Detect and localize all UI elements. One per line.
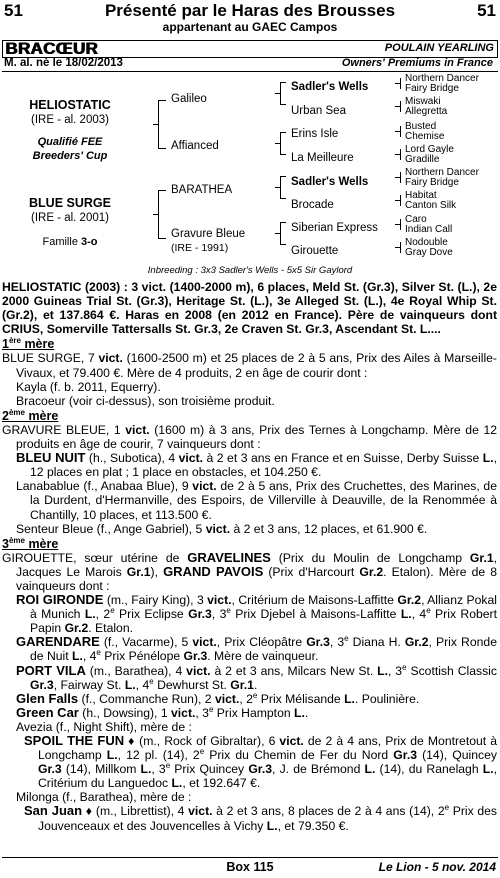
- txt: L.: [344, 691, 355, 706]
- first-dam-produce-2: Bracoeur (voir ci-dessus), son troisième produit.: [16, 393, 275, 408]
- dam-origin: (IRE - al. 2001): [31, 212, 109, 224]
- txt: .: [253, 677, 258, 692]
- family-label: Famille: [42, 236, 81, 248]
- txt: Scottish Classic: [406, 663, 497, 678]
- horse-name-bar: [2, 40, 498, 58]
- txt: Gr.1: [230, 677, 254, 692]
- txt: vict.: [125, 422, 150, 437]
- diamond-icon: ♦: [82, 804, 93, 819]
- produce-senteur-bleue: [2, 522, 497, 536]
- txt: (f., Commanche Run), 2: [78, 691, 215, 706]
- gen3-4: La Meilleure: [291, 152, 354, 164]
- txt: Prix des Jouvenceaux et des Jouvencelles à Vichy: [38, 804, 498, 833]
- gen3-3: Erins Isle: [291, 128, 339, 140]
- bracket-line: [395, 177, 400, 178]
- txt: Gr.1: [126, 564, 151, 579]
- txt: , 12 places en plat ; 1 place en obstacles, et 104.250 €.: [30, 451, 497, 480]
- dam-name: BLUE SURGE: [29, 196, 111, 210]
- gen2-dam-dam: Gravure Bleue: [171, 228, 246, 240]
- family-text: [2, 280, 497, 833]
- produce-spoil-the-fun: [2, 734, 497, 790]
- txt: à 2 et 3 ans, 12 places, et 61.900 €.: [230, 521, 428, 536]
- gen4-14: Indian Call: [405, 224, 453, 235]
- txt: Gr.3: [393, 748, 417, 763]
- txt: PORT VILA: [16, 662, 86, 678]
- txt: L.: [124, 677, 136, 692]
- gen4-13: Caro: [405, 214, 427, 225]
- txt: Prix Djebel à Maisons-Laffitte: [230, 607, 401, 622]
- txt: BLUE SURGE, 7: [2, 351, 99, 366]
- txt: , 3: [151, 762, 166, 777]
- bracket-line: [395, 83, 400, 84]
- sire-note-2: Breeders' Cup: [32, 150, 108, 162]
- txt: Prix Mélisande: [257, 691, 345, 706]
- produce-garendare: [2, 635, 497, 663]
- bracket-line: [400, 101, 401, 112]
- txt: Prix du Chemin de Fer du Nord: [204, 748, 394, 763]
- txt: L.: [106, 748, 118, 763]
- txt: (14), Quincey: [417, 748, 497, 763]
- txt: vict.: [188, 804, 213, 819]
- produce-san-juan: [2, 804, 497, 832]
- txt: GRAVURE BLEUE, 1: [2, 422, 126, 437]
- txt: (f., Vacarme), 5: [99, 635, 193, 650]
- gen4-4: Allegretta: [405, 106, 448, 117]
- txt: (m., Fairy King), 3: [103, 593, 208, 608]
- first-dam-paragraph: [2, 351, 497, 379]
- sire-paragraph: HELIOSTATIC (2003) : 3 vict. (1400-2000 m), 6 places, Meld St. (Gr.3), Silver St. (L.), 2e 2000 Guineas Trial St. (Gr.3), Heritage St. (L.), 3e Alleged St. (L.), 4e Royal Whip St. (Gr.2), et 137.864 €. Haras en 2008 (en 2012 en France). Père de vainqueurs dont CRIUS, Somerville Tattersalls St. Gr.3, 2e Craven St. Gr.3, Ascendant St. L....: [2, 280, 497, 337]
- bracket-line: [280, 82, 286, 83]
- txt: vict.: [98, 351, 123, 366]
- txt: L.: [482, 451, 494, 466]
- txt: (Prix du Moulin de Longchamp: [270, 550, 470, 565]
- txt: e: [199, 747, 205, 757]
- inbreeding-note: Inbreeding : 3x3 Sadler's Wells - 5x5 Sir Gaylord: [147, 265, 353, 276]
- txt: de 2 à 5 ans, Prix des Cruchettes, des Marines, de la Durdent, d'Hermanville, des Espoirs, de Villerville à Deauville, de la Renommée à Chantilly, 10 places, et 113.500 €.: [30, 479, 497, 522]
- txt: vict.: [279, 734, 304, 748]
- txt: e: [96, 648, 101, 658]
- txt: GRAVELINES: [187, 549, 271, 565]
- bracket-line: [158, 238, 166, 239]
- txt: Senteur Bleue (f., Ange Gabriel), 5: [16, 521, 206, 536]
- bracket-line: [395, 154, 400, 155]
- txt: (Prix d'Harcourt: [263, 564, 360, 579]
- txt: Gr.2: [64, 621, 89, 636]
- gen4-11: Habitat: [405, 190, 437, 201]
- txt: . Etalon). Mère de 8 vainqueurs dont :: [16, 564, 497, 593]
- gen2-dam-dam-origin: (IRE - 1991): [171, 242, 229, 254]
- txt: (1600-2500 m) et 25 places de 2 à 5 ans, Prix des Ailes à Marseille-Vivaux, et 79.400 €. Mère de 4 produits, 2 en âge de courir dont :: [16, 351, 497, 380]
- gen2-sire-dam: Affianced: [171, 140, 219, 152]
- sire-name: HELIOSTATIC: [29, 98, 111, 112]
- bracket-line: [158, 100, 159, 148]
- diamond-icon: ♦: [124, 734, 136, 748]
- horse-name: BRACŒUR: [5, 39, 98, 58]
- bracket-line: [158, 100, 166, 101]
- txt: , 3: [388, 663, 403, 678]
- first-dam-heading: 1ère mère: [2, 336, 55, 352]
- txt: Gr.3: [183, 649, 208, 664]
- txt: vict.: [207, 593, 232, 608]
- bracket-line: [280, 104, 286, 105]
- txt: (1600 m) à 3 ans, Prix des Ternes à Longchamp. Mère de 12 produits en âge de courir, 7 vainqueurs dont :: [16, 422, 497, 452]
- gen4-5: Busted: [405, 121, 437, 132]
- txt: Gr.3: [188, 607, 212, 622]
- gen4-9: Northern Dancer: [405, 167, 479, 178]
- txt: L.: [84, 607, 96, 622]
- bracket-line: [280, 82, 281, 104]
- txt: e: [165, 761, 171, 771]
- txt: (14), Millkom: [61, 762, 141, 777]
- txt: Prix Hampton: [213, 705, 295, 720]
- txt: vict.: [192, 479, 217, 494]
- produce-avezia: Avezia (f., Night Shift), mère de :: [16, 719, 192, 734]
- bracket-line: [395, 200, 400, 201]
- txt: , 3: [195, 705, 209, 720]
- txt: L.: [482, 762, 494, 777]
- txt: Gr.1: [469, 550, 494, 565]
- txt: L.: [377, 663, 388, 678]
- txt: e: [252, 690, 258, 700]
- third-dam-paragraph: [2, 551, 497, 593]
- presenter-title: Présenté par le Haras des Brousses: [104, 1, 396, 20]
- txt: GARENDARE: [16, 634, 100, 650]
- bracket-line: [275, 93, 280, 94]
- bracket-line: [400, 219, 401, 230]
- txt: (m., Librettist), 4: [92, 804, 189, 819]
- gen4-12: Canton Silk: [405, 200, 457, 211]
- txt: L.: [266, 818, 278, 833]
- gen3-5: Sadler's Wells: [291, 176, 369, 188]
- txt: SPOIL THE FUN: [24, 733, 125, 748]
- gen2-sire-sire: Galileo: [171, 93, 207, 105]
- first-dam-produce-1: Kayla (f. b. 2011, Equerry).: [16, 379, 161, 394]
- lot-number-left: 51: [4, 1, 23, 20]
- box-number: Box 115: [226, 860, 274, 874]
- second-dam-paragraph: [2, 423, 497, 451]
- txt: . Etalon.: [88, 621, 133, 636]
- produce-glen-falls: [2, 692, 497, 706]
- txt: L.: [364, 762, 376, 777]
- produce-roi-gironde: [2, 593, 497, 635]
- txt: Gr.2: [397, 593, 422, 608]
- txt: , Prix Ronde de Nuit: [30, 635, 497, 664]
- txt: vict.: [192, 635, 217, 650]
- txt: de 2 à 4 ans, Prix de Montretout à Longchamp: [38, 734, 498, 763]
- txt: Gr.3: [38, 762, 62, 777]
- txt: L.: [140, 762, 152, 777]
- txt: GRAND PAVOIS: [163, 563, 264, 579]
- bracket-line: [158, 190, 159, 238]
- produce-green-car: [2, 706, 497, 720]
- txt: , Jacques Le Marois: [16, 550, 498, 579]
- bracket-line: [153, 124, 158, 125]
- txt: (m., Rock of Gibraltar), 6: [135, 734, 280, 748]
- txt: , 4: [82, 649, 97, 664]
- txt: (h., Subotica), 4: [85, 451, 179, 466]
- txt: , Prix Cléopâtre: [216, 635, 307, 650]
- bracket-line: [280, 132, 281, 154]
- txt: e: [402, 662, 407, 672]
- txt: , Fairway St.: [53, 677, 125, 692]
- bracket-line: [400, 195, 401, 206]
- txt: à 2 et 3 ans, Milcars New St.: [210, 663, 378, 678]
- txt: . Mère de vainqueur.: [207, 649, 319, 664]
- bracket-line: [280, 222, 286, 223]
- txt: Gr.2: [404, 635, 429, 650]
- txt: , J. de Brémond: [272, 762, 365, 777]
- txt: Prix Robert Papin: [30, 607, 497, 636]
- bracket-line: [280, 244, 286, 245]
- txt: L.: [400, 607, 412, 622]
- sale-date: Le Lion - 5 nov. 2014: [378, 860, 496, 874]
- gen4-2: Fairy Bridge: [405, 83, 459, 94]
- gen4-16: Gray Dove: [405, 247, 453, 258]
- txt: .: [304, 705, 309, 720]
- txt: GIROUETTE, sœur utérine de: [2, 550, 188, 565]
- txt: Prix Quincey: [170, 762, 249, 777]
- txt: , 2: [239, 691, 253, 706]
- pedigree-table: [0, 72, 500, 277]
- bracket-line: [280, 198, 286, 199]
- owner-subtitle: appartenant au GAEC Campos: [162, 20, 338, 34]
- gen4-6: Chemise: [405, 131, 445, 142]
- txt: vict.: [186, 663, 211, 678]
- bracket-line: [400, 149, 401, 160]
- gen3-7: Siberian Express: [291, 222, 378, 234]
- bracket-line: [400, 242, 401, 253]
- bracket-line: [395, 131, 400, 132]
- txt: , 4: [411, 607, 427, 622]
- gen3-1: Sadler's Wells: [291, 81, 369, 93]
- txt: e: [344, 634, 349, 644]
- bracket-line: [158, 190, 166, 191]
- bracket-line: [153, 214, 158, 215]
- produce-bleu-nuit: [2, 451, 497, 479]
- txt: L.: [72, 649, 83, 664]
- horse-info-line: [2, 57, 496, 71]
- page-header: [0, 0, 500, 40]
- second-dam-heading: 2ème mère: [2, 407, 59, 423]
- txt: L.: [294, 705, 305, 720]
- txt: e: [444, 803, 450, 813]
- gen4-8: Gradille: [405, 154, 440, 165]
- txt: , et 192.647 €.: [182, 776, 261, 791]
- txt: vict.: [214, 691, 240, 706]
- produce-lanabablue: [2, 479, 497, 521]
- gen3-8: Girouette: [291, 245, 339, 257]
- txt: ),: [150, 564, 164, 579]
- txt: Gr.3: [248, 762, 273, 777]
- txt: e: [110, 606, 115, 616]
- txt: , 3: [329, 635, 345, 650]
- bracket-line: [158, 148, 166, 149]
- txt: (h., Dowsing), 1: [78, 705, 171, 720]
- bracket-line: [395, 224, 400, 225]
- sire-note-1: Qualifié FEE: [37, 136, 103, 148]
- gen4-3: Miswaki: [405, 96, 441, 107]
- txt: San Juan: [24, 803, 83, 819]
- txt: vict.: [178, 451, 204, 466]
- page-footer: [0, 858, 500, 876]
- txt: e: [226, 606, 231, 616]
- txt: Gr.3: [306, 635, 330, 650]
- sire-origin: (IRE - al. 2003): [31, 114, 109, 126]
- txt: , Critérium du Languedoc: [38, 762, 497, 791]
- bracket-line: [280, 176, 286, 177]
- gen2-dam-sire: BARATHEA: [171, 184, 233, 196]
- bracket-line: [400, 172, 401, 183]
- txt: , Critérium de Maisons-Laffitte: [231, 593, 398, 608]
- txt: , 2: [95, 607, 111, 622]
- txt: Glen Falls: [16, 690, 79, 706]
- bracket-line: [280, 132, 286, 133]
- txt: L.: [171, 776, 183, 791]
- bracket-line: [280, 154, 286, 155]
- txt: Gr.3: [30, 677, 54, 692]
- txt: Lanabablue (f., Anabaa Blue), 9: [16, 479, 193, 494]
- txt: e: [149, 676, 154, 686]
- family-value: 3-o: [81, 236, 98, 248]
- txt: ROI GIRONDE: [16, 592, 104, 608]
- bracket-line: [275, 187, 280, 188]
- txt: . Poulinière.: [354, 691, 420, 706]
- bracket-line: [275, 233, 280, 234]
- bracket-line: [275, 143, 280, 144]
- txt: vict.: [205, 521, 231, 536]
- txt: Dewhurst St.: [153, 677, 231, 692]
- bracket-line: [400, 126, 401, 137]
- txt: (14), du Ranelagh: [375, 762, 483, 777]
- third-dam-heading: 3ème mère: [2, 535, 59, 551]
- gen4-15: Nodouble: [405, 237, 448, 248]
- gen4-1: Northern Dancer: [405, 73, 479, 84]
- txt: , 4: [135, 677, 150, 692]
- bracket-line: [280, 222, 281, 244]
- horse-type: POULAIN YEARLING: [384, 42, 494, 54]
- txt: BLEU NUIT: [16, 450, 86, 466]
- txt: à 2 et 3 ans en France et en Suisse, Derby Suisse: [203, 451, 483, 466]
- txt: , et 79.350 €.: [277, 818, 349, 833]
- lot-number-right: 51: [477, 1, 496, 20]
- txt: Prix Pénélope: [100, 649, 184, 664]
- txt: , Allianz Pokal à Munich: [30, 593, 497, 622]
- txt: e: [426, 606, 431, 616]
- bracket-line: [395, 247, 400, 248]
- txt: Prix Eclipse: [114, 607, 189, 622]
- bracket-line: [400, 78, 401, 89]
- gen4-10: Fairy Bridge: [405, 177, 459, 188]
- txt: vict.: [171, 705, 196, 720]
- txt: (m., Barathea), 4: [85, 663, 187, 678]
- produce-milonga: Milonga (f., Barathea), mère de :: [16, 790, 192, 805]
- birth-info: M. al. né le 18/02/2013: [4, 57, 123, 69]
- bracket-line: [395, 106, 400, 107]
- gen4-7: Lord Gayle: [405, 144, 454, 155]
- txt: , 12 pl. (14), 2: [117, 748, 200, 763]
- txt: , 3: [211, 607, 227, 622]
- bracket-line: [280, 176, 281, 198]
- dam-family: [10, 236, 130, 248]
- produce-port-vila: [2, 664, 497, 692]
- txt: Green Car: [16, 704, 79, 720]
- txt: e: [208, 704, 214, 714]
- gen3-2: Urban Sea: [291, 105, 346, 117]
- txt: à 2 et 3 ans, 8 places de 2 à 4 ans (14), 2: [212, 804, 445, 819]
- gen3-6: Brocade: [291, 199, 334, 211]
- txt: Diana H.: [348, 635, 405, 650]
- owners-premiums: Owners' Premiums in France: [341, 57, 493, 69]
- txt: Gr.2: [359, 564, 384, 579]
